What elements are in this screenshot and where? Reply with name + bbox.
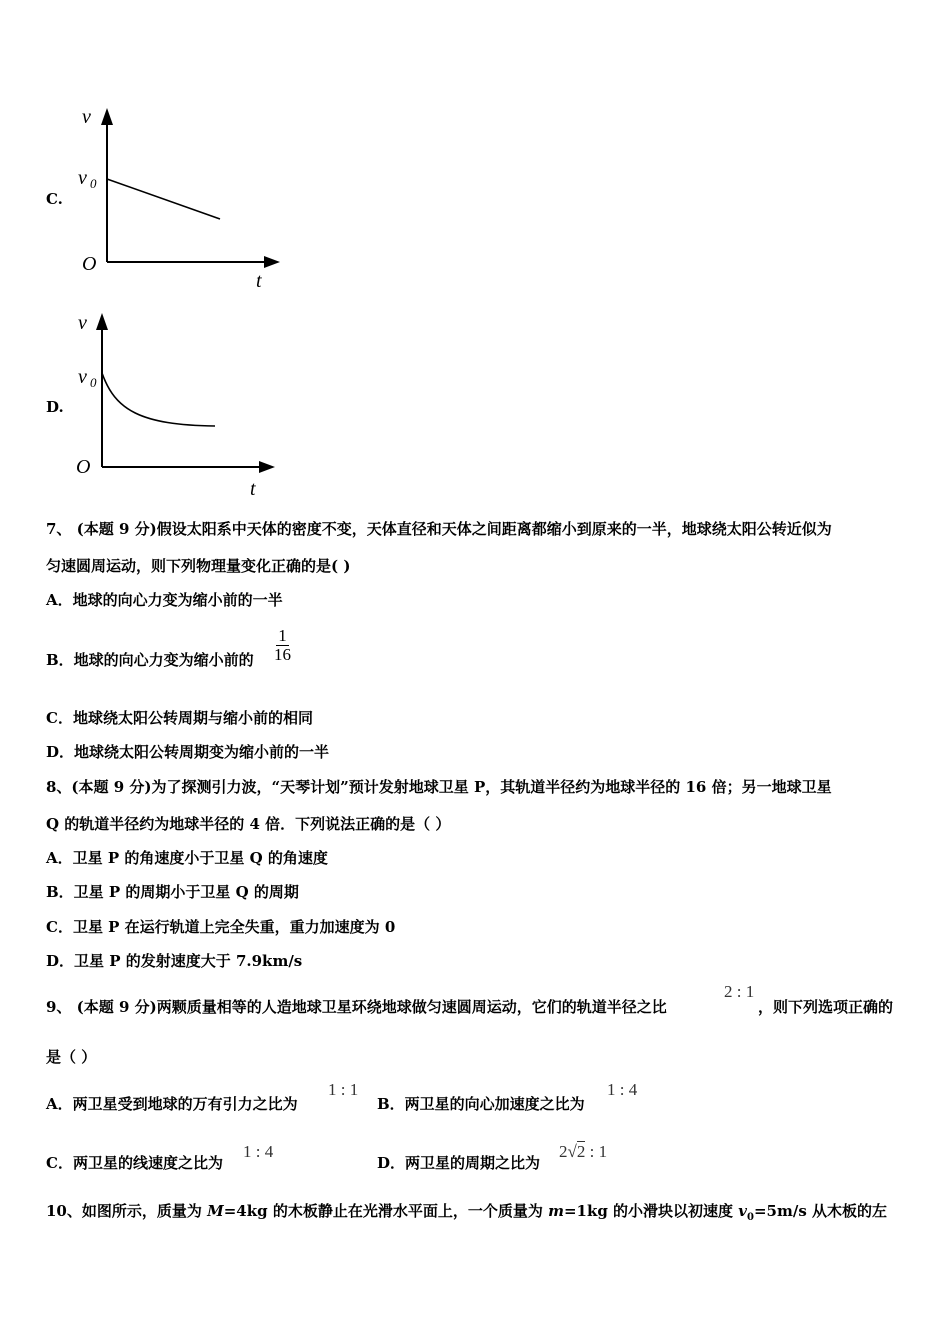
ratio-end: : 1 bbox=[585, 1142, 608, 1161]
q10-mass-M: M bbox=[207, 1202, 224, 1220]
q9-option-d-ratio bbox=[559, 1142, 607, 1162]
q7-option-d: D．地球绕太阳公转周期变为缩小前的一半 bbox=[46, 743, 330, 761]
q9-stem-line2: 是（ ） bbox=[46, 1048, 97, 1066]
v-axis-arrow bbox=[101, 108, 113, 125]
v-axis-label: v bbox=[78, 312, 87, 334]
q10-text-part4: =5m/s 从木板的左 bbox=[753, 1202, 887, 1220]
q10-stem-line1 bbox=[46, 1201, 887, 1228]
graph-d bbox=[70, 305, 290, 500]
t-axis-arrow bbox=[259, 461, 275, 473]
q8-stem-line1: 8、(本题 9 分)为了探测引力波，“天琴计划”预计发射地球卫星 P，其轨道半径约为地球半径的 16 倍；另一地球卫星 bbox=[46, 778, 832, 796]
t-axis-arrow bbox=[264, 256, 280, 268]
q10-text-part3: =1kg 的小滑块以初速度 bbox=[563, 1202, 739, 1220]
origin-label: O bbox=[82, 253, 97, 275]
q10-text-part1: 10、如图所示，质量为 bbox=[46, 1202, 208, 1220]
t-axis-label: t bbox=[256, 270, 262, 292]
q8-option-a: A．卫星 P 的角速度小于卫星 Q 的角速度 bbox=[46, 849, 328, 867]
v-axis-label: v bbox=[82, 106, 91, 128]
q9-option-a: A．两卫星受到地球的万有引力之比为 bbox=[46, 1095, 298, 1113]
q7-option-c: C．地球绕太阳公转周期与缩小前的相同 bbox=[46, 709, 313, 727]
q9-option-d: D．两卫星的周期之比为 bbox=[377, 1154, 541, 1172]
t-axis-label: t bbox=[250, 478, 256, 500]
velocity-line bbox=[107, 179, 220, 219]
v0-label: v bbox=[78, 366, 87, 388]
q8-option-d: D．卫星 P 的发射速度大于 7.9km/s bbox=[46, 952, 303, 970]
option-d-label: D. bbox=[46, 398, 64, 416]
q8-option-c: C．卫星 P 在运行轨道上完全失重，重力加速度为 0 bbox=[46, 918, 396, 936]
ratio-coefficient: 2 bbox=[559, 1142, 568, 1161]
q10-velocity-v: v bbox=[738, 1202, 747, 1220]
velocity-curve bbox=[102, 373, 215, 426]
q8-stem-line2: Q 的轨道半径约为地球半径的 4 倍．下列说法正确的是（ ） bbox=[46, 815, 451, 833]
q7-stem-line1: 7、 (本题 9 分)假设太阳系中天体的密度不变，天体直径和天体之间距离都缩小到原来的一半，地球绕太阳公转近似为 bbox=[46, 520, 832, 538]
sqrt-sign: √ bbox=[567, 1142, 577, 1161]
q10-velocity-subscript: 0 bbox=[747, 1212, 754, 1223]
sqrt-radicand: 2 bbox=[576, 1142, 586, 1161]
q9-option-b: B．两卫星的向心加速度之比为 bbox=[377, 1095, 585, 1113]
q8-option-b: B．卫星 P 的周期小于卫星 Q 的周期 bbox=[46, 883, 299, 901]
v0-label: v bbox=[78, 167, 87, 189]
q9-stem-line1: 9、 (本题 9 分)两颗质量相等的人造地球卫星环绕地球做匀速圆周运动，它们的轨道半径之比 bbox=[46, 998, 667, 1016]
q9-option-a-ratio: 1 : 1 bbox=[328, 1080, 359, 1099]
v0-subscript: 0 bbox=[90, 375, 97, 390]
graph-c bbox=[70, 100, 290, 295]
q7-option-a: A．地球的向心力变为缩小前的一半 bbox=[46, 591, 283, 609]
q7-stem-line2: 匀速圆周运动，则下列物理量变化正确的是( ) bbox=[46, 557, 351, 575]
q9-option-b-ratio: 1 : 4 bbox=[607, 1080, 638, 1099]
q10-text-part2: =4kg 的木板静止在光滑水平面上，一个质量为 bbox=[223, 1202, 549, 1220]
q7-option-b-fraction bbox=[274, 627, 291, 664]
q9-stem-line1-end: ，则下列选项正确的 bbox=[758, 998, 894, 1016]
origin-label: O bbox=[76, 456, 91, 478]
fraction-denominator: 16 bbox=[274, 645, 291, 664]
q9-option-c-ratio: 1 : 4 bbox=[243, 1142, 274, 1161]
v0-subscript: 0 bbox=[90, 176, 97, 191]
v-axis-arrow bbox=[96, 313, 108, 330]
q9-radius-ratio: 2 : 1 bbox=[724, 982, 755, 1001]
q10-mass-m: m bbox=[548, 1202, 564, 1220]
q9-option-c: C．两卫星的线速度之比为 bbox=[46, 1154, 223, 1172]
q7-option-b bbox=[46, 650, 254, 670]
q7-option-b-text: B．地球的向心力变为缩小前的 bbox=[46, 651, 254, 669]
option-c-label: C. bbox=[46, 190, 63, 208]
fraction-numerator: 1 bbox=[278, 626, 287, 645]
